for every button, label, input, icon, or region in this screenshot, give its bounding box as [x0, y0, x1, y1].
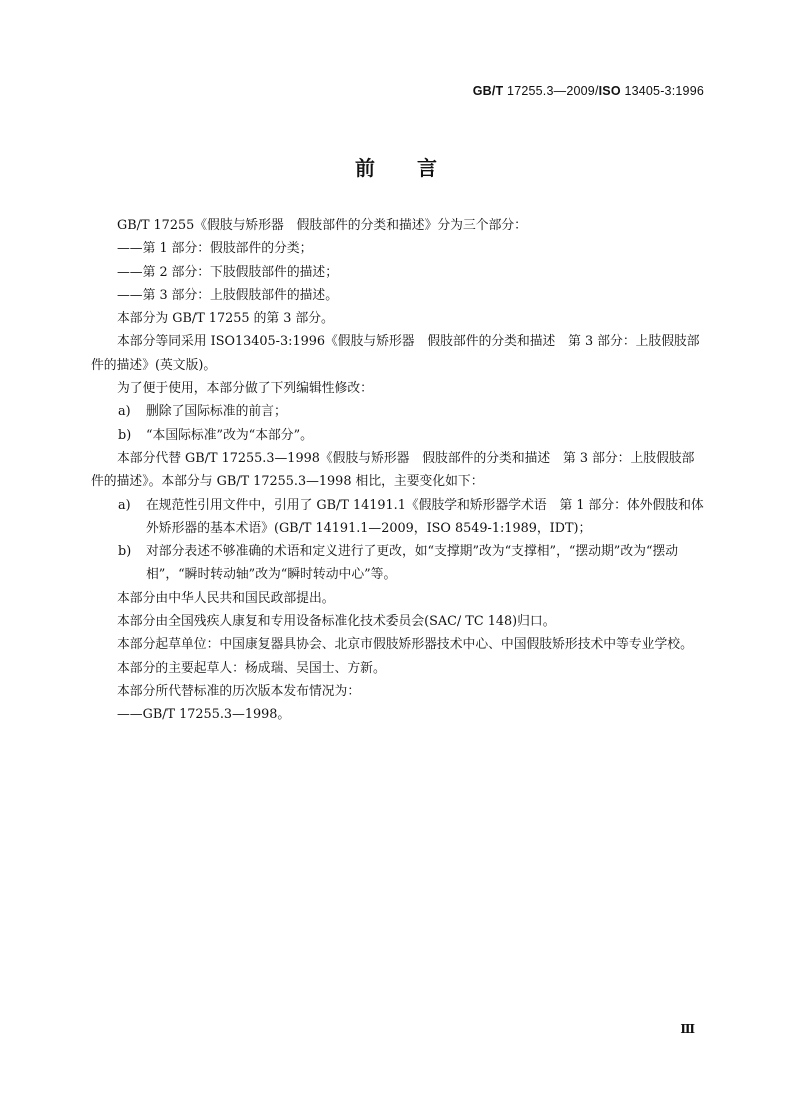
header-std-prefix: GB/T: [472, 84, 504, 98]
paragraph-replaces: 本部分代替 GB/T 17255.3—1998《假肢与矫形器 假肢部件的分类和描述 第 3 部分：上肢假肢部件的描述》。本部分与 GB/T 17255.3—1998 相比，主要变化如下：: [91, 450, 695, 490]
list-marker: a): [118, 497, 131, 513]
paragraph-part-2: ——第 2 部分：下肢假肢部件的描述；: [117, 264, 339, 280]
document-header: [473, 84, 704, 98]
paragraph-drafting-units: 本部分起草单位：中国康复器具协会、北京市假肢矫形器技术中心、中国假肢矫形技术中等专业学校。: [117, 637, 693, 653]
list-item: [91, 400, 705, 423]
paragraph-part-1: ——第 1 部分：假肢部件的分类；: [117, 241, 313, 257]
header-iso-number: 13405-3:1996: [620, 84, 704, 98]
list-marker: b): [118, 427, 132, 443]
header-std-number: 17255.3—2009/: [503, 84, 599, 98]
paragraph-centralized-by: 本部分由全国残疾人康复和专用设备标准化技术委员会(SAC/ TC 148)归口。: [117, 614, 556, 630]
paragraph-drafters: 本部分的主要起草人：杨成瑞、吴国士、方新。: [117, 660, 386, 676]
list-item: [91, 494, 705, 541]
paragraph-history: 本部分所代替标准的历次版本发布情况为：: [117, 683, 361, 699]
page-title: 前言: [355, 156, 479, 180]
list-item: [91, 424, 705, 447]
list-text: “本国际标准”改为“本部分”。: [146, 427, 313, 443]
paragraph-intro: GB/T 17255《假肢与矫形器 假肢部件的分类和描述》分为三个部分：: [117, 218, 527, 233]
foreword-body: [91, 214, 705, 727]
page-number: Ⅲ: [680, 1022, 695, 1036]
paragraph-history-item: ——GB/T 17255.3—1998。: [117, 707, 291, 723]
paragraph-this-part: 本部分为 GB/T 17255 的第 3 部分。: [117, 311, 334, 327]
list-text: 对部分表述不够准确的术语和定义进行了更改，如“支撑期”改为“支撑相”，“摆动期”改为“摆动相”，“瞬时转动轴”改为“瞬时转动中心”等。: [146, 544, 679, 583]
header-iso-prefix: ISO: [598, 84, 621, 98]
list-item: [91, 540, 705, 587]
paragraph-identical-adoption: 本部分等同采用 ISO13405-3:1996《假肢与矫形器 假肢部件的分类和描述 第 3 部分：上肢假肢部件的描述》(英文版)。: [91, 334, 700, 373]
list-text: 删除了国际标准的前言；: [146, 404, 287, 420]
paragraph-editorial-changes: 为了便于使用，本部分做了下列编辑性修改：: [117, 381, 373, 397]
paragraph-proposed-by: 本部分由中华人民共和国民政部提出。: [117, 590, 335, 606]
list-marker: a): [118, 404, 131, 420]
paragraph-part-3: ——第 3 部分：上肢假肢部件的描述。: [117, 287, 339, 303]
list-marker: b): [118, 544, 132, 560]
list-text: 在规范性引用文件中，引用了 GB/T 14191.1《假肢学和矫形器学术语 第 1 部分：体外假肢和体外矫形器的基本术语》(GB/T 14191.1—2009，ISO 8549-1:1989，IDT)；: [146, 497, 704, 536]
